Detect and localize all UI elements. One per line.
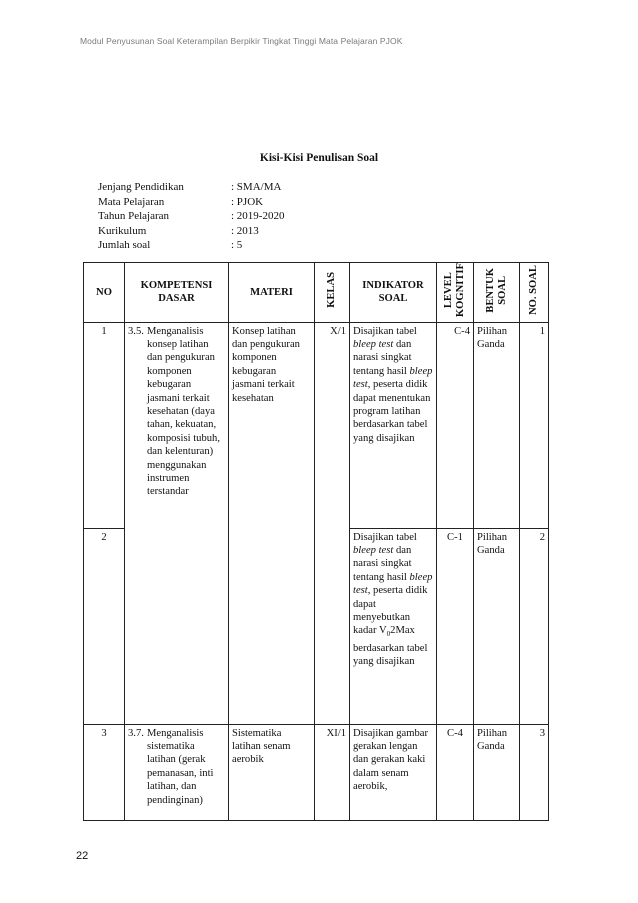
page-number: 22 bbox=[76, 850, 89, 862]
cell-kelas: XI/1 bbox=[315, 724, 350, 820]
info-row-tahun bbox=[98, 209, 284, 224]
kd-text: Menganalisis konsep latihan dan pengukuran komponen kebugaran jasmani terkait kesehatan (daya tahan, kekuatan, komposisi tubuh, dan kelenturan) menggunakan instrumen terstandar bbox=[147, 325, 220, 498]
header-kelas: KELAS bbox=[315, 263, 350, 323]
table-row bbox=[84, 724, 549, 820]
cell-no-soal: 2 bbox=[520, 528, 549, 724]
kisi-kisi-table bbox=[83, 262, 549, 821]
cell-bentuk-soal: Pilihan Ganda bbox=[474, 724, 520, 820]
info-value: : 2013 bbox=[231, 224, 259, 237]
cell-indikator: Disajikan tabel bleep test dan narasi singkat tentang hasil bleep test, peserta didik dapat menentukan program latihan berdasarkan tabel yang disajikan bbox=[350, 322, 437, 528]
info-row-jenjang bbox=[98, 180, 284, 195]
header-level-kognitif: LEVEL KOGNITIF bbox=[437, 263, 474, 323]
cell-no: 1 bbox=[84, 322, 125, 528]
cell-materi: Sistematika latihan senam aerobik bbox=[229, 724, 315, 820]
info-value: : PJOK bbox=[231, 195, 264, 208]
running-header: Modul Penyusunan Soal Keterampilan Berpikir Tingkat Tinggi Mata Pelajaran PJOK bbox=[80, 36, 403, 46]
cell-bentuk-soal: Pilihan Ganda bbox=[474, 528, 520, 724]
info-row-jumlah bbox=[98, 238, 284, 253]
table-row bbox=[84, 322, 549, 528]
info-label: Mata Pelajaran bbox=[98, 195, 165, 208]
kd-number: 3.7. bbox=[128, 727, 144, 739]
cell-kompetensi-dasar bbox=[125, 322, 229, 724]
cell-indikator: Disajikan tabel bleep test dan narasi singkat tentang hasil bleep test, peserta didik dapat menyebutkan kadar $V_02Max$ berdasarkan tabel yang disajikan bbox=[350, 528, 437, 724]
cell-no-soal: 3 bbox=[520, 724, 549, 820]
info-value: : 5 bbox=[231, 239, 243, 252]
info-label: Jenjang Pendidikan bbox=[98, 181, 184, 193]
document-title: Kisi-Kisi Penulisan Soal bbox=[259, 152, 379, 164]
cell-level-kognitif: C-4 bbox=[437, 322, 474, 528]
cell-level-kognitif: C-1 bbox=[437, 528, 474, 724]
header-indikator-soal: INDIKATOR SOAL bbox=[350, 263, 437, 323]
info-label: Jumlah soal bbox=[98, 239, 151, 252]
header-no: NO bbox=[84, 263, 125, 323]
info-row-kurikulum bbox=[98, 224, 284, 239]
cell-materi: Konsep latihan dan pengukuran komponen kebugaran jasmani terkait kesehatan bbox=[229, 322, 315, 724]
cell-indikator: Disajikan gambar gerakan lengan dan gerakan kaki dalam senam aerobik, bbox=[350, 724, 437, 820]
cell-no-soal: 1 bbox=[520, 322, 549, 528]
header-bentuk-soal: BENTUK SOAL bbox=[474, 263, 520, 323]
info-value: : SMA/MA bbox=[231, 181, 282, 193]
cell-bentuk-soal: Pilihan Ganda bbox=[474, 322, 520, 528]
header-materi: MATERI bbox=[229, 263, 315, 323]
document-info bbox=[98, 180, 284, 253]
info-label: Kurikulum bbox=[98, 224, 147, 237]
info-label: Tahun Pelajaran bbox=[98, 210, 170, 223]
header-kompetensi-dasar: KOMPETENSI DASAR bbox=[125, 263, 229, 323]
header-no-soal: NO. SOAL bbox=[520, 263, 549, 323]
cell-no: 3 bbox=[84, 724, 125, 820]
cell-kelas: X/1 bbox=[315, 322, 350, 724]
kd-text: Menganalisis sistematika latihan (gerak pemanasan, inti latihan, dan pendinginan) bbox=[147, 727, 214, 806]
table-header-row bbox=[84, 263, 549, 323]
kd-number: 3.5. bbox=[128, 325, 144, 337]
cell-no: 2 bbox=[84, 528, 125, 724]
info-value: : 2019-2020 bbox=[231, 210, 285, 223]
cell-kompetensi-dasar bbox=[125, 724, 229, 820]
cell-level-kognitif: C-4 bbox=[437, 724, 474, 820]
info-row-mapel bbox=[98, 195, 284, 210]
